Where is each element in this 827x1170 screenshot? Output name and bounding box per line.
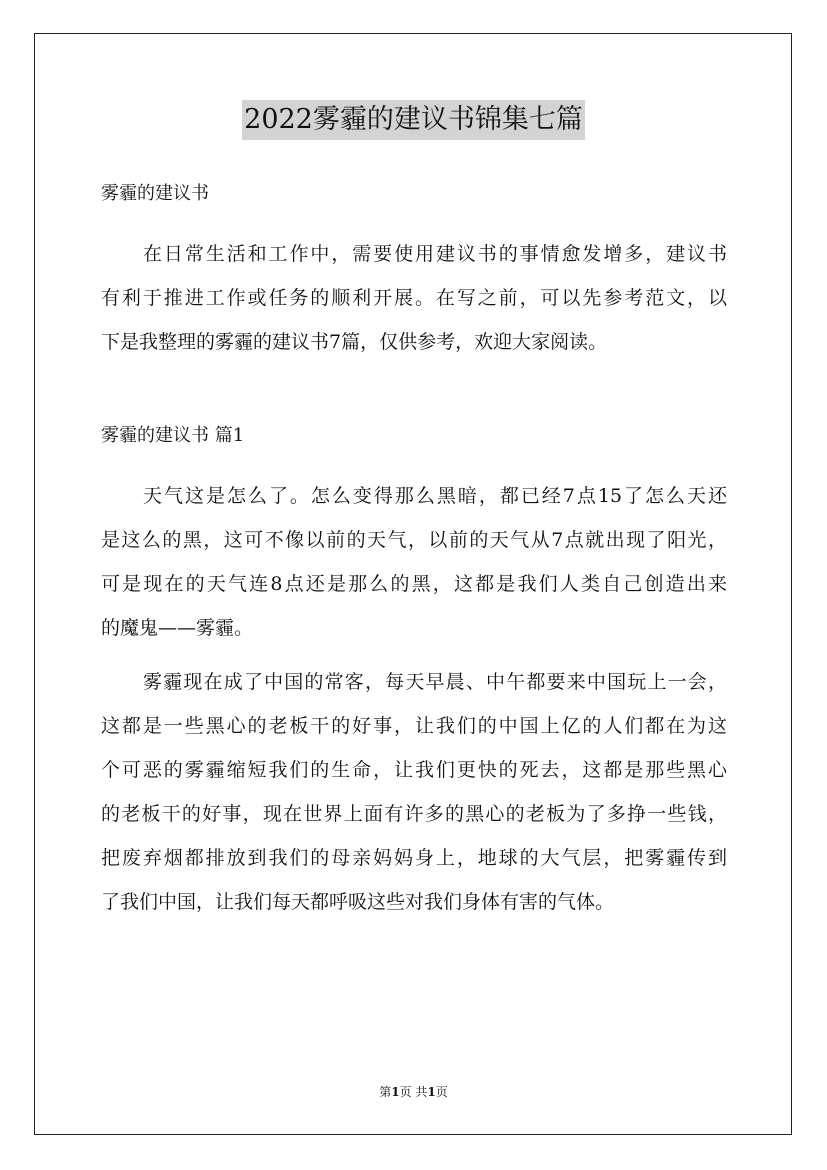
- page-total: 1: [427, 1085, 436, 1099]
- page-footer: [0, 1083, 827, 1100]
- text-line: 了我们中国，让我们每天都呼吸这些对我们身体有害的气体。: [101, 891, 615, 913]
- section-paragraph: [101, 660, 727, 924]
- page-mid: 页 共: [399, 1085, 428, 1099]
- text-line: 天气这是怎么了。怎么变得那么黑暗，都已经7点15了怎么天还: [143, 485, 727, 507]
- text-line: 是这么的黑，这可不像以前的天气，以前的天气从7点就出现了阳光，: [101, 529, 727, 551]
- document-body: [101, 172, 727, 924]
- text-line: 个可恶的雾霾缩短我们的生命，让我们更快的死去，这都是那些黑心: [101, 759, 727, 781]
- text-line: 下是我整理的雾霾的建议书7篇，仅供参考，欢迎大家阅读。: [101, 331, 608, 353]
- text-line: 有利于推进工作或任务的顺利开展。在写之前，可以先参考范文，以: [101, 287, 727, 309]
- page-current: 1: [391, 1085, 400, 1099]
- page-suffix: 页: [435, 1085, 448, 1099]
- text-line: 在日常生活和工作中，需要使用建议书的事情愈发增多，建议书: [143, 243, 727, 265]
- intro-heading: 雾霾的建议书: [101, 183, 209, 204]
- text-line: 可是现在的天气连8点还是那么的黑，这都是我们人类自己创造出来: [101, 573, 727, 595]
- section-heading: 雾霾的建议书 篇1: [101, 425, 245, 446]
- section-paragraph: [101, 474, 727, 650]
- page-prefix: 第: [379, 1085, 392, 1099]
- intro-paragraph: [101, 232, 727, 364]
- text-line: 这都是一些黑心的老板干的好事，让我们的中国上亿的人们都在为这: [101, 715, 727, 737]
- text-line: 把废弃烟都排放到我们的母亲妈妈身上，地球的大气层，把雾霾传到: [101, 847, 727, 869]
- text-line: 雾霾现在成了中国的常客，每天早晨、中午都要来中国玩上一会，: [143, 671, 727, 693]
- text-line: 的魔鬼——雾霾。: [101, 617, 254, 639]
- text-line: 的老板干的好事，现在世界上面有许多的黑心的老板为了多挣一些钱，: [101, 803, 727, 825]
- document-title: 2022雾霾的建议书锦集七篇: [242, 100, 585, 140]
- title-wrap: [0, 100, 827, 140]
